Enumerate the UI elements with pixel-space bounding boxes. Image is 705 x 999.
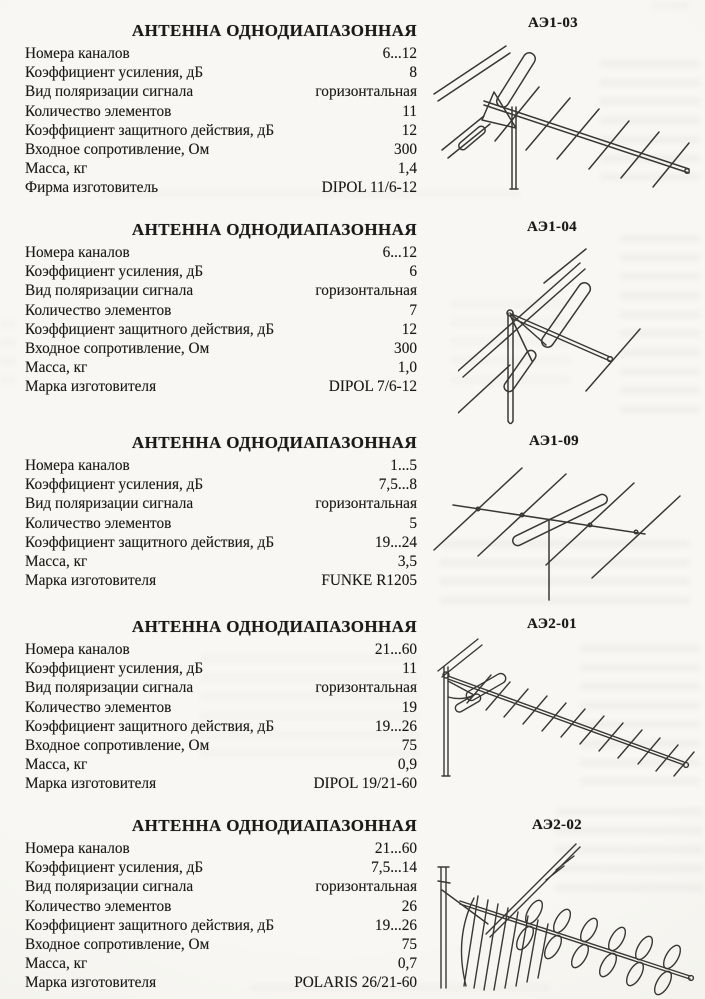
spec-row xyxy=(25,552,417,571)
spec-label: Коэффициент защитного действия, дБ xyxy=(25,121,275,139)
spec-row xyxy=(25,377,417,396)
spec-row xyxy=(25,301,417,320)
spec-label: Коэффициент усиления, дБ xyxy=(25,660,204,678)
spec-row xyxy=(25,178,417,197)
spec-value: 5 xyxy=(409,514,417,532)
spec-row xyxy=(25,973,417,992)
spec-label: Масса, кг xyxy=(25,553,88,571)
spec-row xyxy=(25,858,417,877)
spec-table xyxy=(25,44,417,198)
spec-label: Количество элементов xyxy=(25,301,172,319)
spec-value: FUNKE R1205 xyxy=(321,572,417,590)
antenna-section-ae1-04 xyxy=(25,220,417,397)
spec-row xyxy=(25,102,417,121)
spec-row xyxy=(25,839,417,858)
section-title: АНТЕННА ОДНОДИАПАЗОННАЯ xyxy=(131,816,417,835)
spec-row xyxy=(25,916,417,935)
spec-label: Вид поляризации сигнала xyxy=(25,878,194,896)
spec-value: DIPOL 11/6-12 xyxy=(321,179,417,197)
spec-label: Номера каналов xyxy=(25,244,130,261)
spec-label: Входное сопротивление, Ом xyxy=(25,737,210,755)
spec-value: 26 xyxy=(401,897,417,915)
spec-row xyxy=(25,774,417,793)
spec-label: Марка изготовителя xyxy=(25,572,157,590)
bleed-through-smudge xyxy=(650,2,690,16)
spec-value: 7 xyxy=(409,301,417,319)
spec-row xyxy=(25,262,417,281)
spec-label: Коэффициент усиления, дБ xyxy=(25,859,204,877)
spec-label: Коэффициент защитного действия, дБ xyxy=(25,916,275,934)
spec-row xyxy=(25,571,417,590)
spec-value: 12 xyxy=(401,320,417,338)
spec-label: Входное сопротивление, Ом xyxy=(25,936,210,954)
spec-label: Вид поляризации сигнала xyxy=(25,495,194,513)
spec-label: Номера каналов xyxy=(25,641,130,658)
spec-row xyxy=(25,659,417,678)
spec-row xyxy=(25,954,417,973)
section-title: АНТЕННА ОДНОДИАПАЗОННАЯ xyxy=(131,433,417,452)
spec-label: Номера каналов xyxy=(25,457,130,474)
spec-row xyxy=(25,339,417,358)
model-label: АЭ2-02 xyxy=(532,817,582,833)
spec-row xyxy=(25,640,417,659)
spec-row xyxy=(25,358,417,377)
spec-value: горизонтальная xyxy=(315,83,417,101)
spec-label: Марка изготовителя xyxy=(25,775,157,793)
spec-row xyxy=(25,140,417,159)
spec-value: 75 xyxy=(401,737,417,755)
antenna-section-ae2-01 xyxy=(25,617,417,794)
spec-value: 6...12 xyxy=(382,244,417,261)
spec-label: Количество элементов xyxy=(25,698,172,716)
spec-label: Коэффициент защитного действия, дБ xyxy=(25,717,275,735)
section-title: АНТЕННА ОДНОДИАПАЗОННАЯ xyxy=(131,21,417,40)
spec-row xyxy=(25,698,417,717)
spec-row xyxy=(25,935,417,954)
spec-value: 19...26 xyxy=(374,717,417,735)
spec-row xyxy=(25,243,417,262)
spec-row xyxy=(25,494,417,513)
model-label: АЭ1-04 xyxy=(527,219,577,235)
spec-value: 7,5...14 xyxy=(371,859,417,877)
spec-value: горизонтальная xyxy=(315,679,417,697)
spec-value: горизонтальная xyxy=(315,495,417,513)
spec-row xyxy=(25,63,417,82)
spec-value: 19 xyxy=(401,698,417,716)
model-label: АЭ2-01 xyxy=(527,616,577,632)
spec-label: Масса, кг xyxy=(25,359,88,377)
spec-label: Количество элементов xyxy=(25,514,172,532)
spec-value: 21...60 xyxy=(374,641,417,658)
spec-value: DIPOL 19/21-60 xyxy=(313,775,417,793)
loop-array-antenna-drawing-icon xyxy=(428,838,703,996)
spec-row xyxy=(25,121,417,140)
spec-value: горизонтальная xyxy=(315,878,417,896)
yagi-antenna-drawing-icon xyxy=(458,243,678,428)
spec-row xyxy=(25,320,417,339)
spec-row xyxy=(25,159,417,178)
spec-label: Вид поляризации сигнала xyxy=(25,83,194,101)
spec-row xyxy=(25,717,417,736)
spec-row xyxy=(25,678,417,697)
spec-row xyxy=(25,475,417,494)
spec-label: Количество элементов xyxy=(25,102,172,120)
spec-row xyxy=(25,44,417,63)
spec-label: Коэффициент усиления, дБ xyxy=(25,476,204,494)
antenna-section-ae1-09 xyxy=(25,433,417,590)
long-yagi-antenna-drawing-icon xyxy=(434,637,700,782)
spec-label: Марка изготовителя xyxy=(25,378,157,396)
spec-label: Коэффициент защитного действия, дБ xyxy=(25,320,275,338)
spec-value: 6 xyxy=(409,263,417,281)
spec-value: 19...26 xyxy=(374,916,417,934)
spec-table xyxy=(25,640,417,794)
spec-label: Входное сопротивление, Ом xyxy=(25,340,210,358)
spec-label: Масса, кг xyxy=(25,160,88,178)
spec-value: 1,0 xyxy=(397,359,417,377)
yagi-antenna-drawing-icon xyxy=(432,40,702,200)
spec-value: 11 xyxy=(402,660,417,678)
spec-value: 0,9 xyxy=(397,756,417,774)
spec-row xyxy=(25,736,417,755)
spec-label: Номера каналов xyxy=(25,840,130,857)
spec-value: 11 xyxy=(402,102,417,120)
spec-table xyxy=(25,839,417,993)
spec-table xyxy=(25,243,417,397)
spec-value: 7,5...8 xyxy=(378,476,417,494)
spec-value: POLARIS 26/21-60 xyxy=(294,974,417,992)
section-title: АНТЕННА ОДНОДИАПАЗОННАЯ xyxy=(131,617,417,636)
spec-row xyxy=(25,897,417,916)
spec-row xyxy=(25,514,417,533)
spec-row xyxy=(25,281,417,300)
spec-label: Вид поляризации сигнала xyxy=(25,282,194,300)
spec-label: Коэффициент усиления, дБ xyxy=(25,263,204,281)
spec-value: 0,7 xyxy=(397,955,417,973)
spec-label: Коэффициент защитного действия, дБ xyxy=(25,533,275,551)
spec-value: DIPOL 7/6-12 xyxy=(328,378,417,396)
spec-value: 1...5 xyxy=(390,457,417,474)
spec-value: 300 xyxy=(394,340,417,358)
spec-label: Масса, кг xyxy=(25,756,88,774)
spec-row xyxy=(25,877,417,896)
spec-value: 6...12 xyxy=(382,45,417,62)
spec-label: Масса, кг xyxy=(25,955,88,973)
spec-value: 3,5 xyxy=(397,553,417,571)
spec-label: Фирма изготовитель xyxy=(25,179,159,197)
spec-value: 75 xyxy=(401,936,417,954)
spec-label: Вид поляризации сигнала xyxy=(25,679,194,697)
spec-value: 21...60 xyxy=(374,840,417,857)
spec-value: 19...24 xyxy=(374,533,417,551)
spec-value: 8 xyxy=(409,64,417,82)
spec-row xyxy=(25,82,417,101)
spec-label: Количество элементов xyxy=(25,897,172,915)
antenna-section-ae1-03 xyxy=(25,21,417,198)
spec-row xyxy=(25,533,417,552)
bleed-through-smudge xyxy=(0,320,16,390)
spec-label: Марка изготовителя xyxy=(25,974,157,992)
spec-value: 300 xyxy=(394,141,417,159)
spec-label: Коэффициент усиления, дБ xyxy=(25,64,204,82)
spec-row xyxy=(25,755,417,774)
model-label: АЭ1-09 xyxy=(529,433,579,449)
section-title: АНТЕННА ОДНОДИАПАЗОННАЯ xyxy=(131,220,417,239)
spec-value: 12 xyxy=(401,121,417,139)
dipole-antenna-drawing-icon xyxy=(430,452,690,602)
spec-label: Входное сопротивление, Ом xyxy=(25,141,210,159)
model-label: АЭ1-03 xyxy=(528,15,578,31)
spec-row xyxy=(25,456,417,475)
antenna-section-ae2-02 xyxy=(25,816,417,993)
spec-value: 1,4 xyxy=(397,160,417,178)
spec-value: горизонтальная xyxy=(315,282,417,300)
spec-label: Номера каналов xyxy=(25,45,130,62)
spec-table xyxy=(25,456,417,590)
